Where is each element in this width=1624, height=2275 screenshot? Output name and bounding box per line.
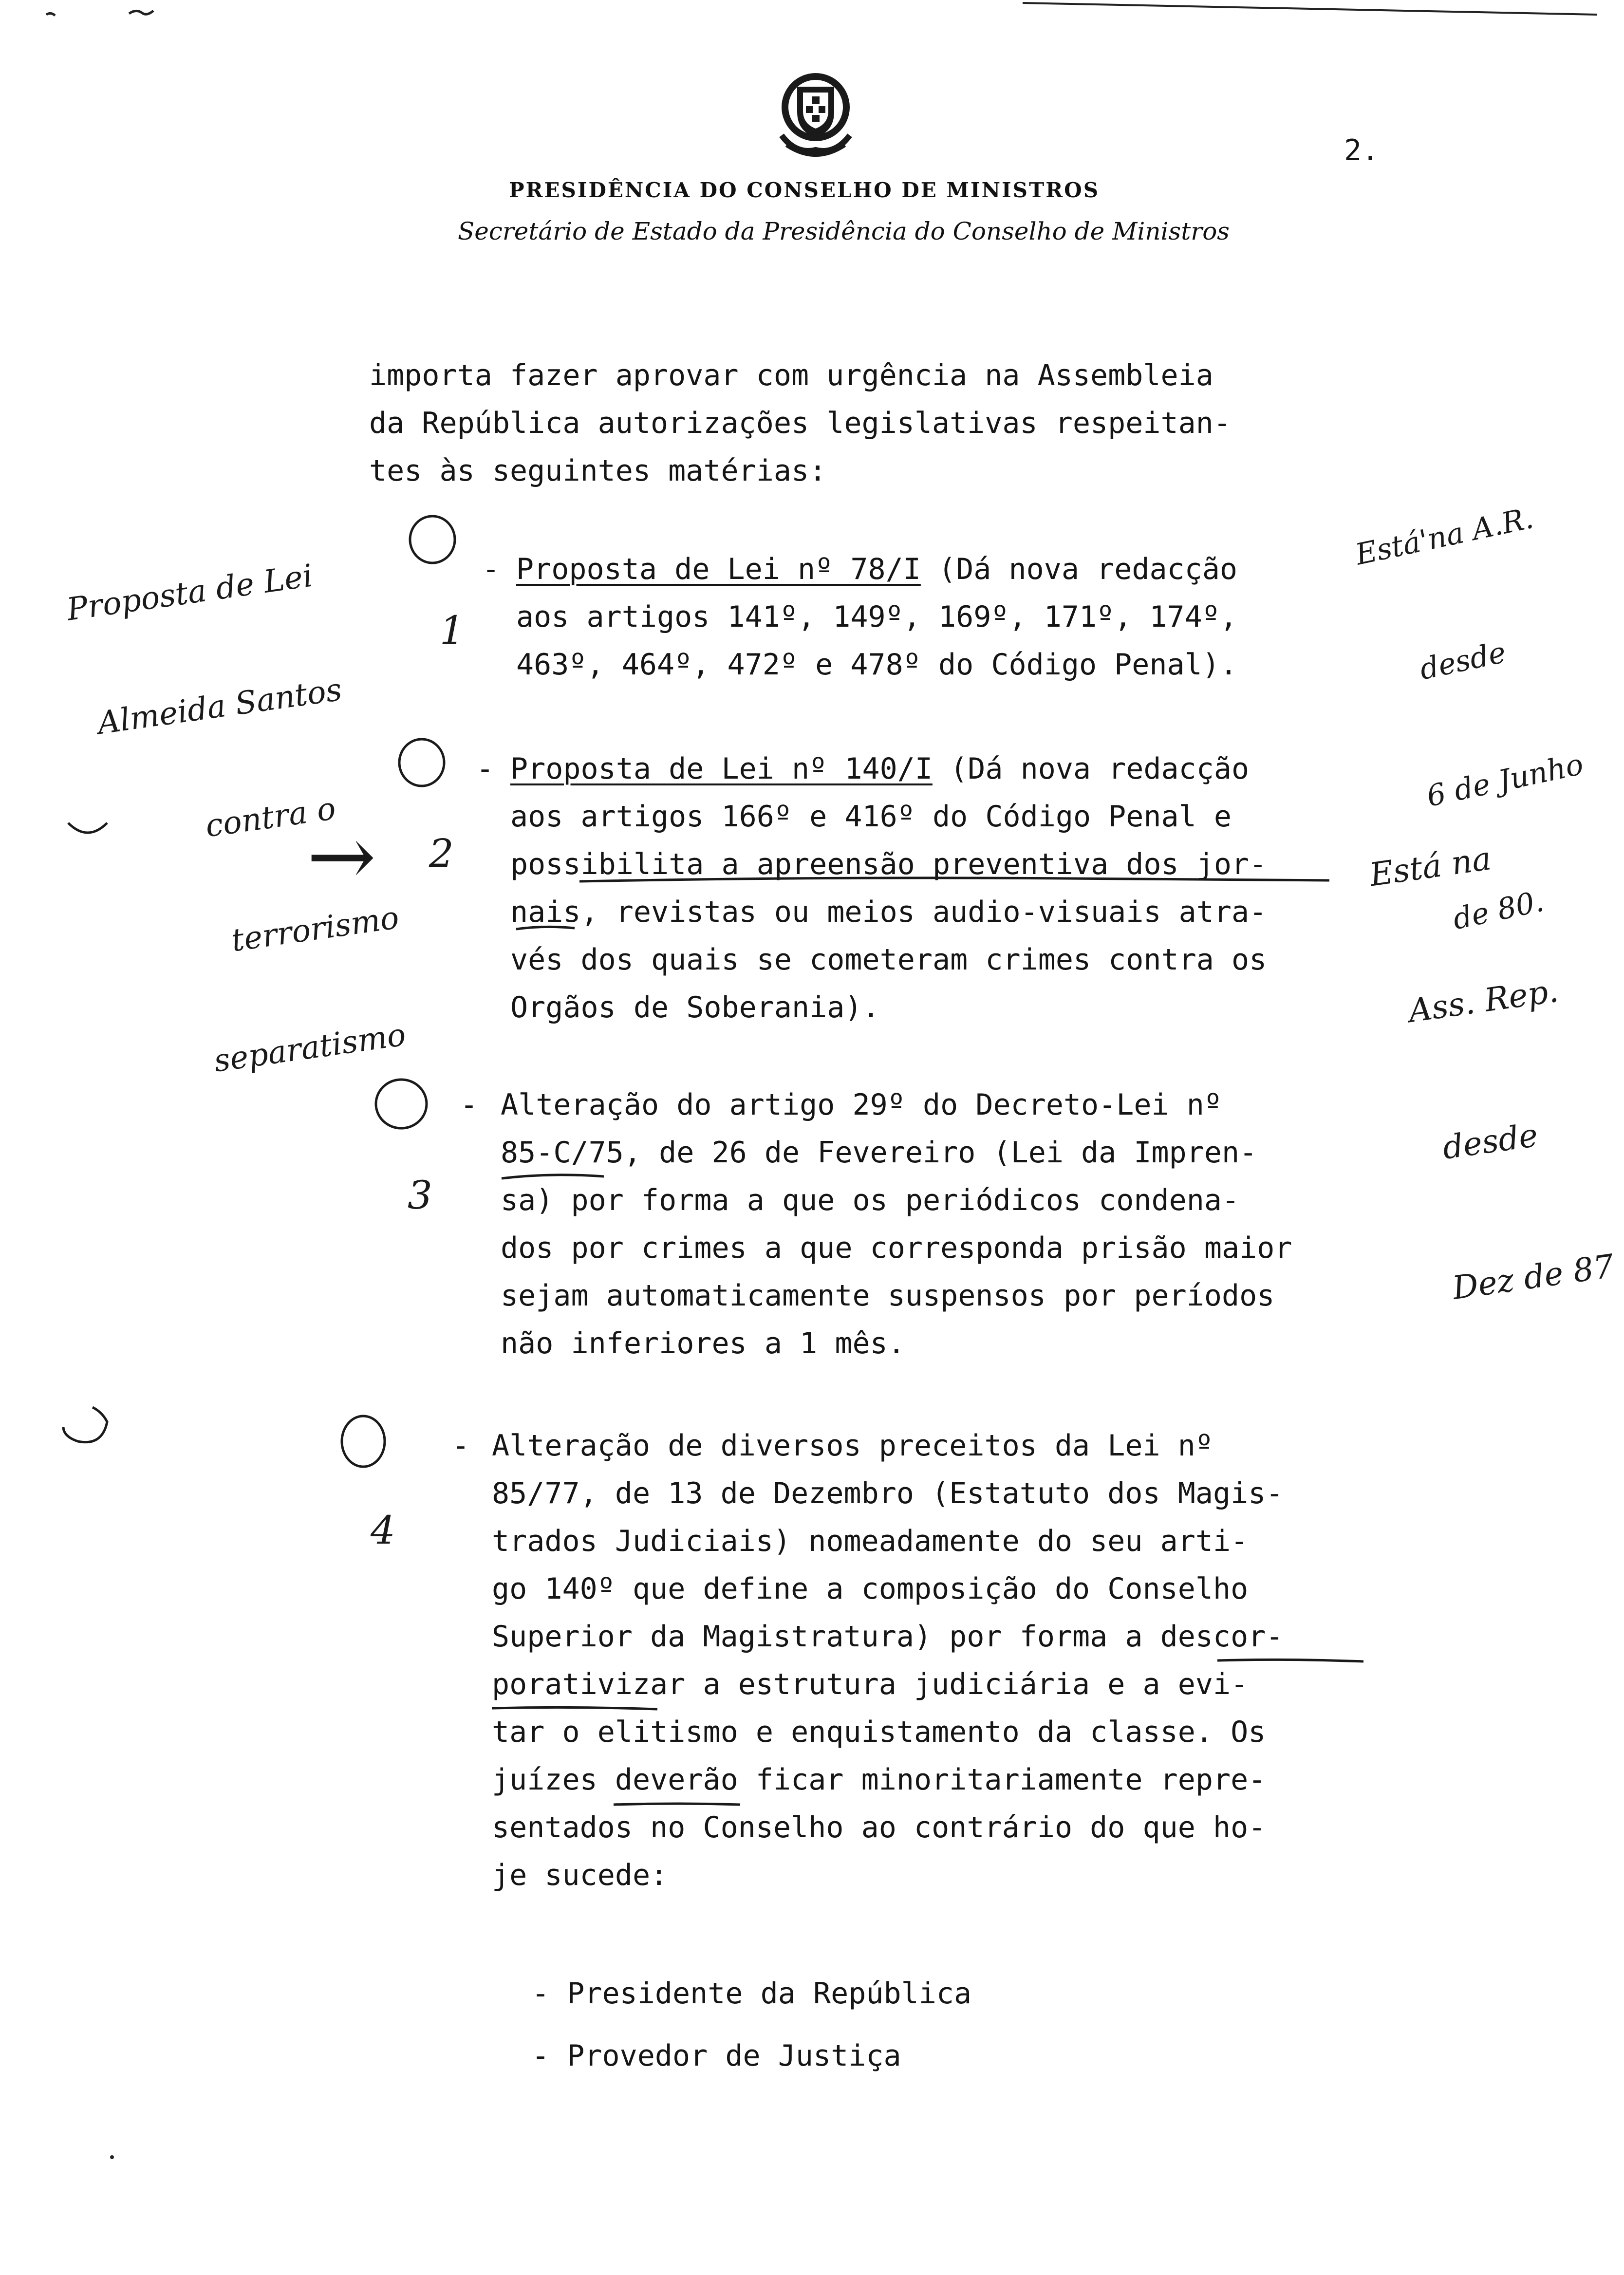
text-line: juízes deverão ficar minoritariamente repre- — [492, 1763, 1266, 1797]
text-line: importa fazer aprovar com urgência na Assembleia — [369, 358, 1213, 392]
item-number: 4 — [370, 1508, 395, 1553]
hand-circle-mark — [406, 512, 459, 567]
text-line: go 140º que define a composição do Conselho — [492, 1572, 1249, 1606]
item-1-dash: - — [482, 552, 500, 586]
annotation-line: Ass. Rep. — [1406, 971, 1561, 1030]
item-2-dash: - — [476, 752, 494, 786]
annotation-line: terrorismo — [229, 899, 401, 959]
hand-underline-marks — [487, 1651, 1373, 1816]
text-line: aos artigos 141º, 149º, 169º, 171º, 174º, — [516, 600, 1238, 634]
text-line: (Dá nova redacção — [920, 552, 1238, 586]
item-2-title: Proposta de Lei nº 140/I — [510, 752, 933, 786]
text-line: vés dos quais se cometeram crimes contra os — [510, 943, 1267, 977]
item-number: 3 — [407, 1173, 432, 1218]
text-line: Superior da Magistratura) por forma a descor- — [492, 1620, 1284, 1654]
annotation-line: desde — [1440, 1116, 1540, 1167]
text-line: nais, revistas ou meios audio-visuais atra- — [510, 895, 1267, 929]
item-1-circled-number — [415, 517, 465, 653]
dust-speck — [107, 2152, 117, 2162]
sub-list — [532, 1962, 971, 2087]
annotation-line: contra o — [203, 790, 338, 845]
text-line: Alteração do artigo 29º do Decreto-Lei nº — [501, 1088, 1222, 1122]
text-line: 85/77, de 13 de Dezembro (Estatuto dos Magis- — [492, 1476, 1284, 1510]
annotation-line: Proposta de Lei — [64, 558, 315, 628]
item-4-circled-number — [346, 1417, 395, 1553]
annotation-line: desde — [1417, 635, 1509, 687]
text-line: (Dá nova redacção — [932, 752, 1250, 786]
text-line: Orgãos de Soberania). — [510, 990, 880, 1025]
annotation-line: de 80. — [1450, 884, 1547, 937]
hand-circle-mark — [337, 1412, 390, 1471]
item-1-title: Proposta de Lei nº 78/I — [516, 552, 921, 586]
text-line: não inferiores a 1 mês. — [501, 1326, 905, 1361]
item-3-dash: - — [460, 1088, 478, 1122]
annotation-line: separatismo — [211, 1017, 408, 1080]
text-line: sejam automaticamente suspensos por períodos — [501, 1279, 1275, 1313]
office-subtitle: Secretário de Estado da Presidência do Conselho de Ministros — [458, 217, 1230, 245]
item-number: 1 — [439, 608, 465, 653]
text-line: da República autorizações legislativas respeitan- — [369, 406, 1232, 440]
text-line: je sucede: — [492, 1858, 668, 1892]
text-line: sentados no Conselho ao contrário do que ho- — [492, 1810, 1266, 1845]
punch-hole-marks — [58, 808, 117, 1471]
hand-circle-mark — [395, 735, 448, 790]
text-line: 85-C/75, de 26 de Fevereiro (Lei da Impren- — [501, 1136, 1257, 1170]
item-number: 2 — [429, 831, 454, 876]
hand-underline-marks — [497, 1169, 614, 1188]
annotation-line: Dez de 87 — [1450, 1247, 1617, 1307]
item-1-body — [516, 545, 1237, 689]
item-3-circled-number — [383, 1082, 432, 1218]
text-line: tar o elitismo e enquistamento da classe. Os — [492, 1715, 1266, 1749]
text-line: tes às seguintes matérias: — [369, 454, 827, 488]
annotation-line: 6 de Junho — [1423, 747, 1587, 814]
annotation-line: Está na — [1367, 839, 1494, 894]
intro-paragraph — [369, 352, 1231, 495]
item-2-circled-number — [404, 740, 454, 876]
coat-of-arms-emblem — [767, 62, 864, 165]
item-3-body — [501, 1081, 1292, 1367]
text-line: 463º, 464º, 472º e 478º do Código Penal). — [516, 648, 1238, 682]
item-4-dash: - — [452, 1429, 470, 1463]
list-item: - Provedor de Justiça — [532, 2039, 901, 2073]
annotation-line: Está'na A.R. — [1352, 501, 1536, 572]
page-number: 2. — [1344, 133, 1380, 168]
text-line: sa) por forma a que os periódicos condena- — [501, 1183, 1240, 1217]
office-title: PRESIDÊNCIA DO CONSELHO DE MINISTROS — [509, 178, 1100, 202]
text-line: trados Judiciais) nomeadamente do seu arti- — [492, 1524, 1249, 1558]
scan-edge-marks — [0, 0, 1597, 29]
text-line: porativizar a estrutura judiciária e a evi- — [492, 1667, 1249, 1701]
annotation-line: Almeida Santos — [95, 671, 344, 742]
arrow-mark: → — [307, 808, 376, 905]
text-line: aos artigos 166º e 416º do Código Penal e — [510, 800, 1232, 834]
text-line: Alteração de diversos preceitos da Lei nº — [492, 1429, 1213, 1463]
hand-underline-marks — [575, 839, 1354, 936]
text-line: dos por crimes a que corresponda prisão maior — [501, 1231, 1292, 1265]
text-line: possibilita a apreensão preventiva dos jor- — [510, 847, 1267, 881]
list-item: - Presidente da República — [532, 1977, 972, 2011]
